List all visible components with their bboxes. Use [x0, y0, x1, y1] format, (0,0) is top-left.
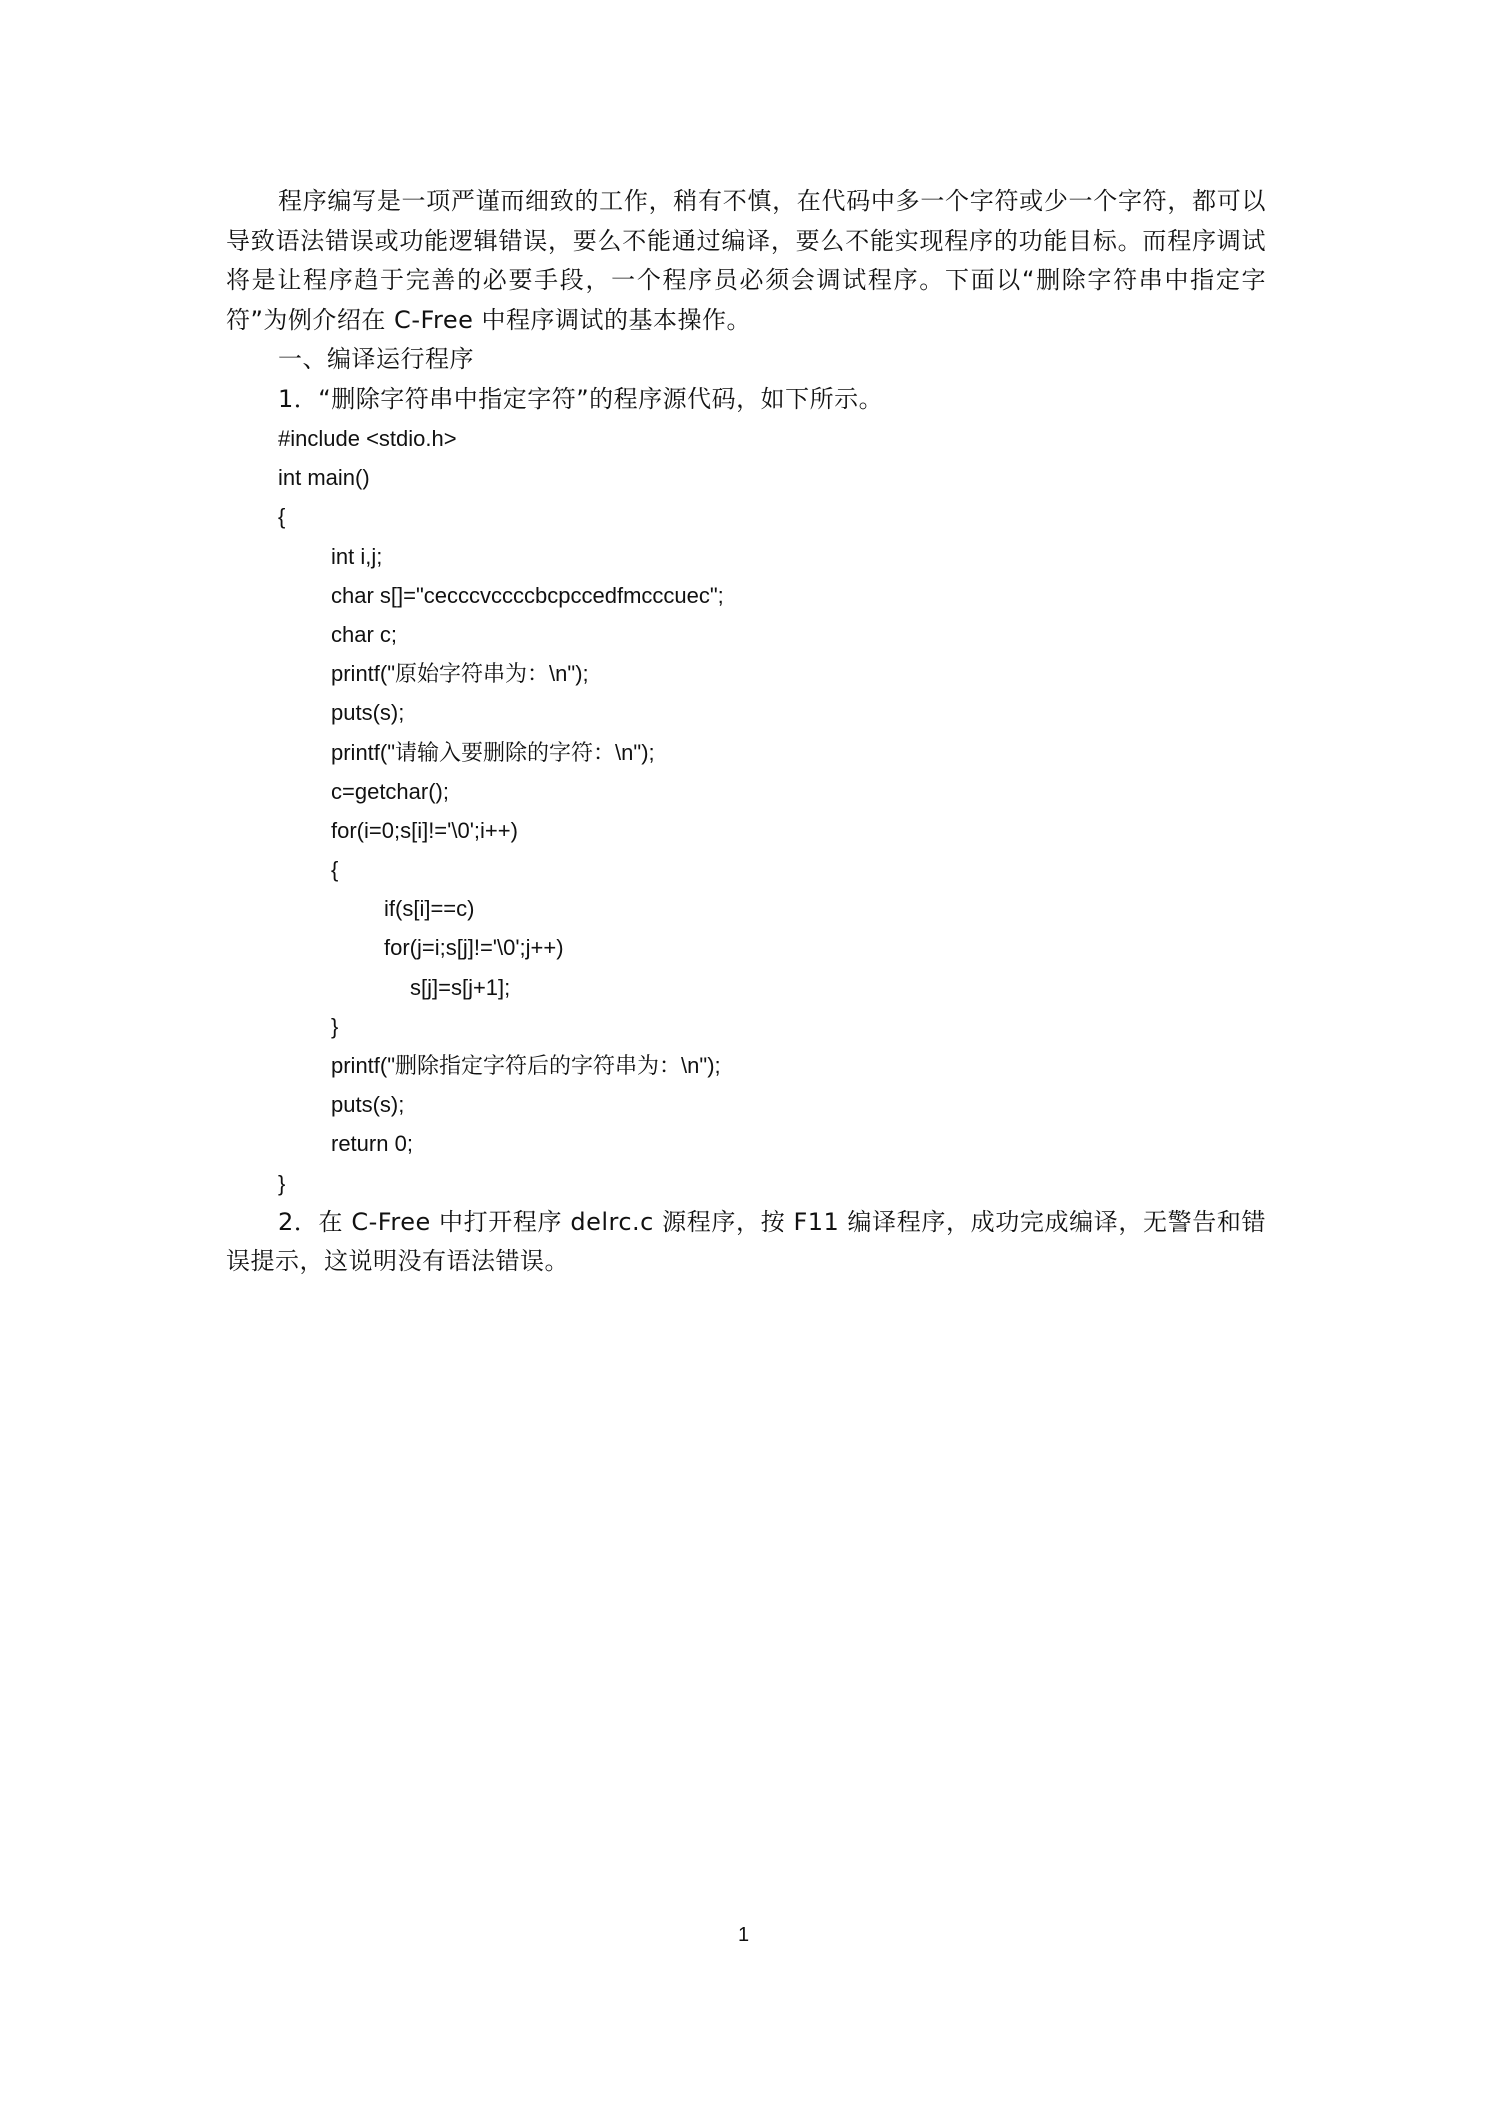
code-block: [226, 419, 1266, 1203]
code-line: s[j]=s[j+1];: [410, 974, 511, 1000]
code-line: printf("请输入要删除的字符：\n");: [331, 739, 655, 765]
code-line: c=getchar();: [331, 778, 449, 804]
code-line: for(i=0;s[i]!='\0';i++): [331, 817, 518, 843]
step-2-paragraph: 2．在 C-Free 中打开程序 delrc.c 源程序，按 F11 编译程序，成功完成编译，无警告和错误提示，这说明没有语法错误。: [226, 1207, 1266, 1276]
page-number: 1: [737, 1924, 750, 1946]
code-line: {: [331, 857, 339, 883]
code-line: printf("删除指定字符后的字符串为：\n");: [331, 1053, 721, 1078]
code-line: puts(s);: [331, 700, 405, 726]
code-line: printf("原始字符串为：\n");: [331, 661, 589, 687]
code-line: }: [331, 1013, 339, 1039]
code-line: int i,j;: [331, 543, 383, 569]
code-line: return 0;: [331, 1131, 413, 1157]
code-line: {: [278, 504, 286, 530]
intro-paragraph: 程序编写是一项严谨而细致的工作，稍有不慎，在代码中多一个字符或少一个字符，都可以导致语法错误或功能逻辑错误，要么不能通过编译，要么不能实现程序的功能目标。而程序调试将是让程序趋于完善的必要手段，一个程序员必须会调试程序。下面以“删除字符串中指定字符”为例介绍在 C-Free 中程序调试的基本操作。: [226, 187, 1266, 334]
code-line: if(s[i]==c): [384, 896, 475, 922]
code-line: int main(): [278, 465, 370, 491]
code-line: }: [278, 1170, 286, 1196]
code-line: puts(s);: [331, 1092, 405, 1118]
code-line: #include <stdio.h>: [278, 426, 457, 451]
code-line: char s[]="cecccvccccbcpccedfmcccuec";: [331, 582, 724, 608]
step-1-paragraph: 1．“删除字符串中指定字符”的程序源代码，如下所示。: [278, 384, 884, 413]
code-line: for(j=i;s[j]!='\0';j++): [384, 935, 564, 961]
page-content: [226, 182, 1266, 1282]
code-line: char c;: [331, 621, 398, 647]
section-heading: 一、编译运行程序: [278, 345, 474, 373]
